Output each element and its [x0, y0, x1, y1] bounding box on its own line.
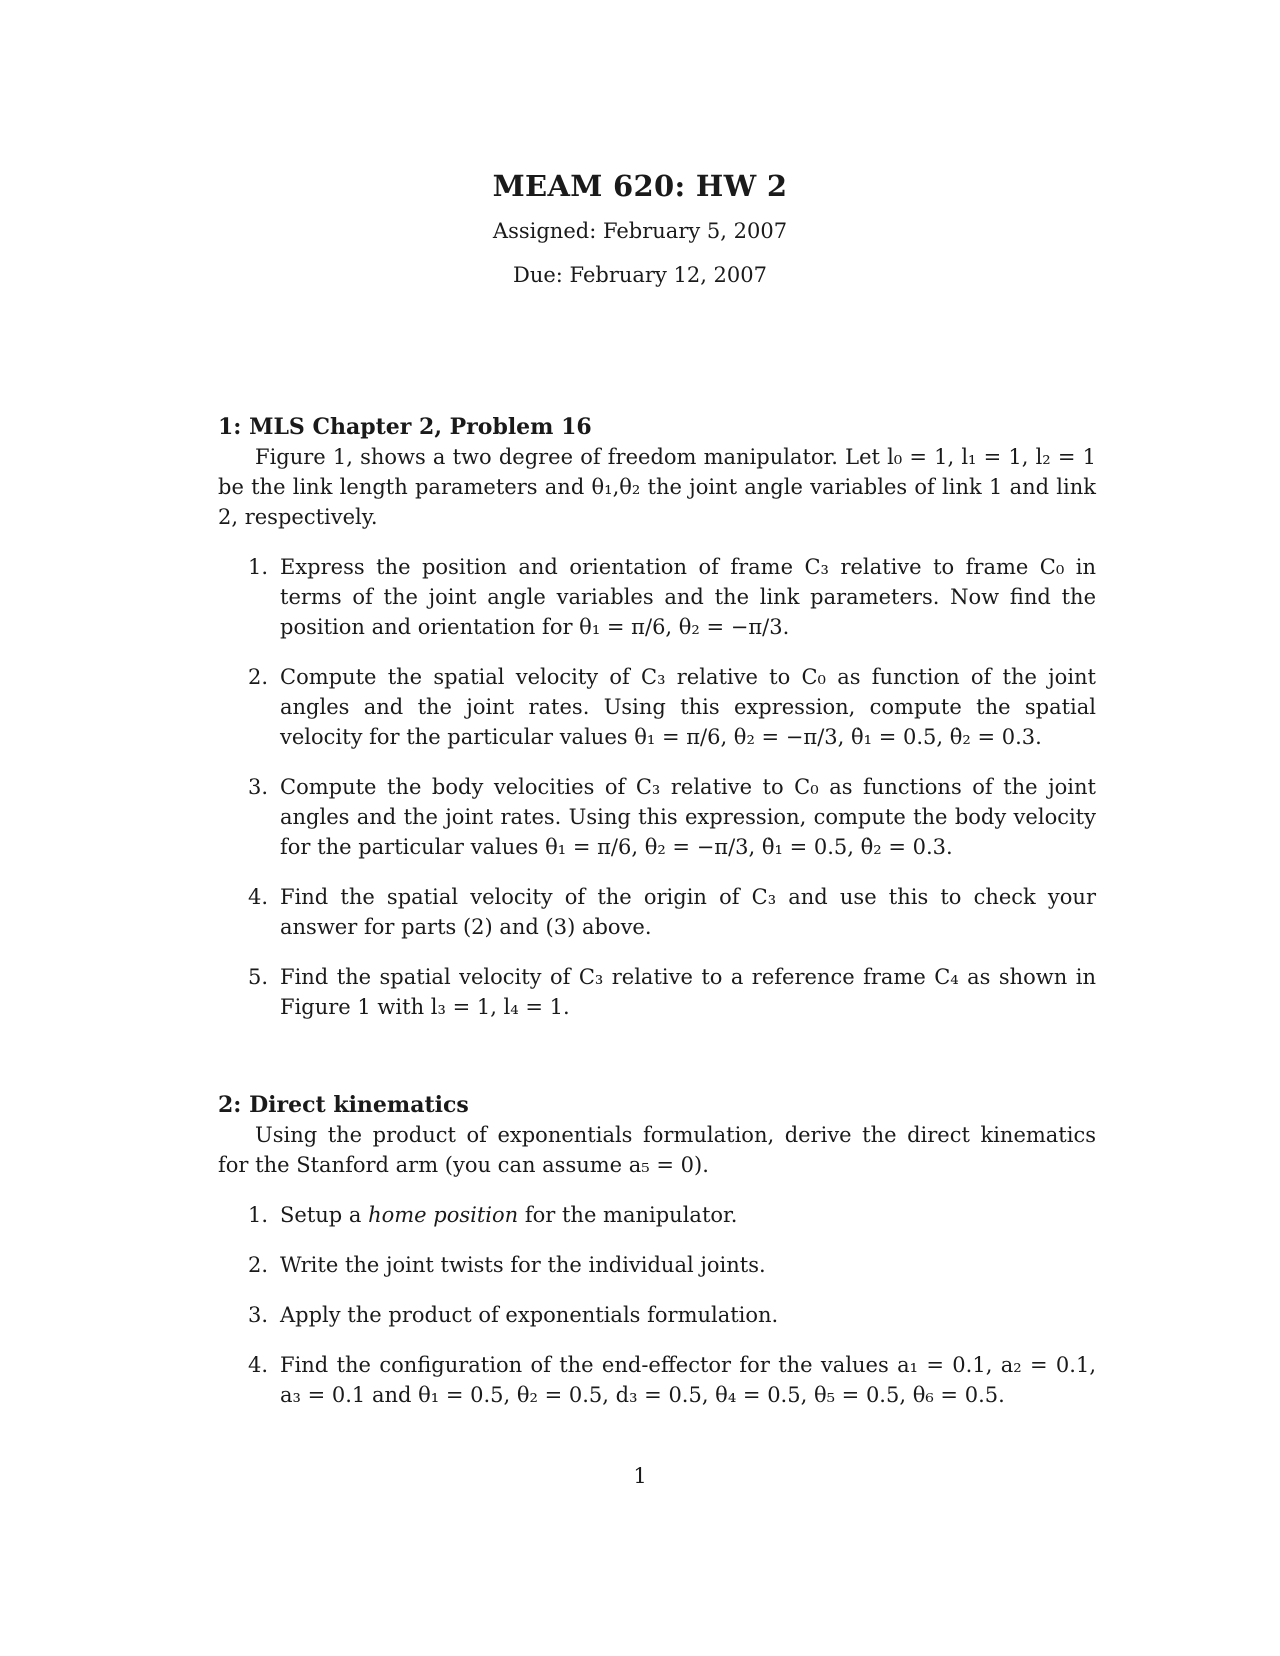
item-number: 4.	[248, 1353, 269, 1377]
item-text: Find the spatial velocity of C₃ relative to a reference frame C₄ as shown in Figure 1 with l₃ = 1, l₄ = 1.	[280, 965, 1096, 1019]
item-text-before: Setup a	[280, 1203, 369, 1227]
item-number: 2.	[248, 1253, 269, 1277]
item-text-after: for the manipulator.	[518, 1203, 738, 1227]
page-number: 1	[633, 1464, 647, 1488]
section-heading: 2: Direct kinematics	[218, 1092, 469, 1118]
item-number: 3.	[248, 1303, 269, 1327]
list-item	[218, 1200, 1096, 1230]
list-item	[218, 772, 1096, 862]
item-text: Compute the spatial velocity of C₃ relative to C₀ as function of the joint angles and the joint rates. Using this expression, compute the spatial velocity for the particular values θ₁ = π/6, θ₂ = −π/3, θ̇₁ = 0.5, θ̇₂ = 0.3.	[280, 665, 1096, 749]
list-item	[218, 1300, 1096, 1330]
section-heading: 1: MLS Chapter 2, Problem 16	[218, 414, 592, 440]
due-date: Due: February 12, 2007	[512, 263, 767, 287]
item-number: 3.	[248, 775, 269, 799]
item-number: 1.	[248, 555, 269, 579]
section-direct-kinematics	[218, 1090, 1096, 1430]
title-block	[0, 168, 1280, 304]
list-item	[218, 1350, 1096, 1410]
item-text: Express the position and orientation of frame C₃ relative to frame C₀ in terms of the joint angle variables and the link parameters. Now find the position and orientation for θ₁ = π/6, θ₂ = −π/3.	[280, 555, 1096, 639]
item-number: 4.	[248, 885, 269, 909]
item-text: Compute the body velocities of C₃ relative to C₀ as functions of the joint angles and the joint rates. Using this expression, compute the body velocity for the particular values θ₁ = π/6, θ₂ = −π/3, θ̇₁ = 0.5, θ̇₂ = 0.3.	[280, 775, 1096, 859]
item-number: 1.	[248, 1203, 269, 1227]
list-item	[218, 552, 1096, 642]
page-title: MEAM 620: HW 2	[492, 169, 788, 203]
item-text: Write the joint twists for the individual joints.	[280, 1253, 766, 1277]
emphasis-home-position: home position	[368, 1203, 519, 1227]
section-problem-16	[218, 412, 1096, 1042]
item-text: Find the configuration of the end-effector for the values a₁ = 0.1, a₂ = 0.1, a₃ = 0.1 and θ₁ = 0.5, θ₂ = 0.5, d₃ = 0.5, θ₄ = 0.5, θ₅ = 0.5, θ₆ = 0.5.	[280, 1353, 1096, 1407]
list-item	[218, 1250, 1096, 1280]
item-number: 5.	[248, 965, 269, 989]
list-item	[218, 962, 1096, 1022]
item-text: Find the spatial velocity of the origin of C₃ and use this to check your answer for parts (2) and (3) above.	[280, 885, 1096, 939]
item-text: Apply the product of exponentials formulation.	[280, 1303, 779, 1327]
section-intro: Using the product of exponentials formulation, derive the direct kinematics for the Stanford arm (you can assume a₅ = 0).	[218, 1123, 1096, 1177]
task-list	[218, 552, 1096, 1022]
task-list	[218, 1200, 1096, 1410]
list-item	[218, 662, 1096, 752]
list-item	[218, 882, 1096, 942]
assigned-date: Assigned: February 5, 2007	[492, 219, 788, 243]
section-intro: Figure 1, shows a two degree of freedom manipulator. Let l₀ = 1, l₁ = 1, l₂ = 1 be the link length parameters and θ₁,θ₂ the joint angle variables of link 1 and link 2, respectively.	[218, 445, 1096, 529]
item-number: 2.	[248, 665, 269, 689]
